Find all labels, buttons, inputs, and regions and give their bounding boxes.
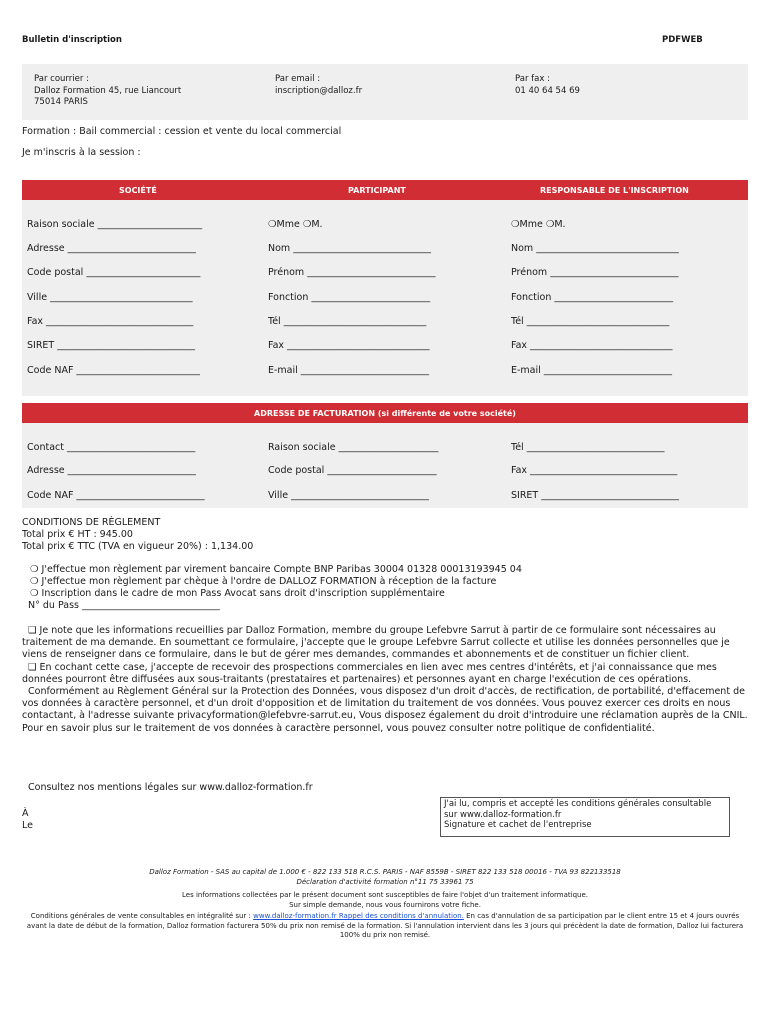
responsable-civilite[interactable]: ❍Mme ❍M.	[511, 219, 566, 230]
conditions-block	[22, 517, 253, 553]
footer-company-info: Dalloz Formation - SAS au capital de 1.000 € - 822 133 518 R.C.S. PARIS - NAF 8559B - SIRET 822 133 518 00016 - TVA 93 822133518 Déclaration d'activité formation n°11 75 33961 75	[149, 868, 621, 886]
footer-cgv: Conditions générales de vente consultables en intégralité sur : www.dalloz-formation.fr Rappel des conditions d'annulation. En cas d'annulation de sa participation par le client entre 15 et 4 jours ouvrés avant la date de début de la formation, Dalloz formation facturera 50% du prix non remisé de la formation. Si l'annulation intervient dans les 3 jours qui précèdent la date de formation, Dalloz lui facturera 100% du prix non remisé.	[26, 912, 744, 939]
legal-text	[22, 625, 748, 735]
billing-contact[interactable]: Contact ___________________________	[27, 442, 196, 453]
billing-ville[interactable]: Ville _____________________________	[268, 490, 429, 501]
contact-email: Par email : inscription@dalloz.fr	[275, 74, 363, 96]
total-ht: Total prix € HT : 945.00	[22, 529, 133, 540]
responsable-fonction[interactable]: Fonction _________________________	[511, 292, 674, 303]
session-line[interactable]: Je m'inscris à la session :	[22, 147, 141, 158]
signature-place[interactable]: À	[22, 808, 29, 819]
participant-fonction[interactable]: Fonction _________________________	[268, 292, 431, 303]
participant-email[interactable]: E-mail ___________________________	[268, 365, 430, 376]
responsable-fax[interactable]: Fax ______________________________	[511, 340, 673, 351]
billing-table	[22, 403, 748, 508]
contact-box	[22, 64, 748, 120]
billing-code-naf[interactable]: Code NAF ___________________________	[27, 490, 205, 501]
formation-line: Formation : Bail commercial : cession et vente du local commercial	[22, 126, 342, 137]
rgpd-notice: Conformément au Règlement Général sur la Protection des Données, vous disposez d'un droit d'accès, de rectification, de portabilité, d'effacement de vos données à caractère personnel, et d'un droit d'opposition et de limitation du traitement de vos données. Vous pouvez exercer ces droits en nous contactant, à l'adresse suivante privacyformation@lefebvre-sarrut.eu, Vous disposez également du droit d'introduire une réclamation auprès de la CNIL. Pour en savoir plus sur le traitement de vos données à caractère personnel, vous pouvez consulter notre politique de confidentialité.	[22, 686, 748, 734]
participant-civilite[interactable]: ❍Mme ❍M.	[268, 219, 323, 230]
consent-commercial-prospection[interactable]: ❑ En cochant cette case, j'accepte de recevoir des prospections commerciales en lien avec mes centres d'intérêts, et j'ai connaissance que mes données pourront être diffusées aux sous-traitants (prestataires et partenaires) et personnes ayant en charge l'exécution de ces opérations.	[22, 661, 717, 685]
contact-courrier: Par courrier : Dalloz Formation 45, rue Liancourt 75014 PARIS	[34, 74, 182, 107]
total-ttc: Total prix € TTC (TVA en vigueur 20%) : 1,134.00	[22, 541, 254, 552]
responsable-nom[interactable]: Nom ______________________________	[511, 243, 679, 254]
participant-prenom[interactable]: Prénom ___________________________	[268, 267, 436, 278]
billing-code-postal[interactable]: Code postal _______________________	[268, 465, 437, 476]
payment-options	[30, 564, 522, 612]
societe-ville[interactable]: Ville ______________________________	[27, 292, 193, 303]
billing-fax[interactable]: Fax _______________________________	[511, 465, 678, 476]
participant-tel[interactable]: Tél ______________________________	[268, 316, 427, 327]
billing-siret[interactable]: SIRET _____________________________	[511, 490, 680, 501]
billing-adresse[interactable]: Adresse ___________________________	[27, 465, 196, 476]
payment-option-pass-avocat[interactable]: ❍ Inscription dans le cadre de mon Pass Avocat sans droit d'inscription supplémentaire	[30, 588, 445, 599]
societe-raison-sociale[interactable]: Raison sociale ______________________	[27, 219, 203, 230]
responsable-prenom[interactable]: Prénom ___________________________	[511, 267, 679, 278]
responsable-email[interactable]: E-mail ___________________________	[511, 365, 673, 376]
payment-option-virement[interactable]: ❍ J'effectue mon règlement par virement bancaire Compte BNP Paribas 30004 01328 00013193945 04	[30, 564, 522, 575]
signature-box[interactable]: J'ai lu, compris et accepté les conditions générales consultable sur www.dalloz-formation.fr Signature et cachet de l'entreprise	[440, 797, 730, 837]
signature-date[interactable]: Le	[22, 820, 33, 831]
registration-table-header: SOCIÉTÉ PARTICIPANT RESPONSABLE DE L'INSCRIPTION	[22, 180, 748, 200]
cgv-link[interactable]: www.dalloz-formation.fr Rappel des conditions d'annulation.	[253, 912, 464, 920]
conditions-title: CONDITIONS DE RÈGLEMENT	[22, 517, 161, 528]
document-title: Bulletin d'inscription	[22, 35, 122, 45]
participant-nom[interactable]: Nom _____________________________	[268, 243, 431, 254]
mentions-legales: Consultez nos mentions légales sur www.dalloz-formation.fr	[28, 782, 313, 793]
billing-tel[interactable]: Tél _____________________________	[511, 442, 665, 453]
pass-number-field[interactable]: N° du Pass _____________________________	[28, 600, 220, 611]
billing-raison-sociale[interactable]: Raison sociale _____________________	[268, 442, 439, 453]
payment-option-cheque[interactable]: ❍ J'effectue mon règlement par chèque à l'ordre de DALLOZ FORMATION à réception de la facture	[30, 576, 497, 587]
registration-table	[22, 180, 748, 396]
participant-fax[interactable]: Fax ______________________________	[268, 340, 430, 351]
footer-data-notice: Les informations collectées par le présent document sont susceptibles de faire l'objet d'un traitement informatique. Sur simple demande, nous vous fournirons votre fiche.	[182, 891, 588, 909]
document-code: PDFWEB	[662, 35, 703, 45]
consent-data-processing[interactable]: ❑ Je note que les informations recueillies par Dalloz Formation, membre du groupe Lefebvre Sarrut à partir de ce formulaire sont nécessaires au traitement de ma demande. En soumettant ce formulaire, j'accepte que le groupe Lefebvre Sarrut collecte et utilise les données personnelles que je viens de renseigner dans ce formulaire, dans le but de gérer mes demandes, commandes et abonnements et de constituer un fichier client.	[22, 625, 730, 661]
societe-code-naf[interactable]: Code NAF __________________________	[27, 365, 200, 376]
societe-adresse[interactable]: Adresse ___________________________	[27, 243, 196, 254]
societe-siret[interactable]: SIRET _____________________________	[27, 340, 196, 351]
contact-fax: Par fax : 01 40 64 54 69	[515, 74, 580, 96]
societe-fax[interactable]: Fax _______________________________	[27, 316, 194, 327]
billing-table-header: ADRESSE DE FACTURATION (si différente de votre société)	[22, 403, 748, 423]
responsable-tel[interactable]: Tél ______________________________	[511, 316, 670, 327]
societe-code-postal[interactable]: Code postal ________________________	[27, 267, 201, 278]
